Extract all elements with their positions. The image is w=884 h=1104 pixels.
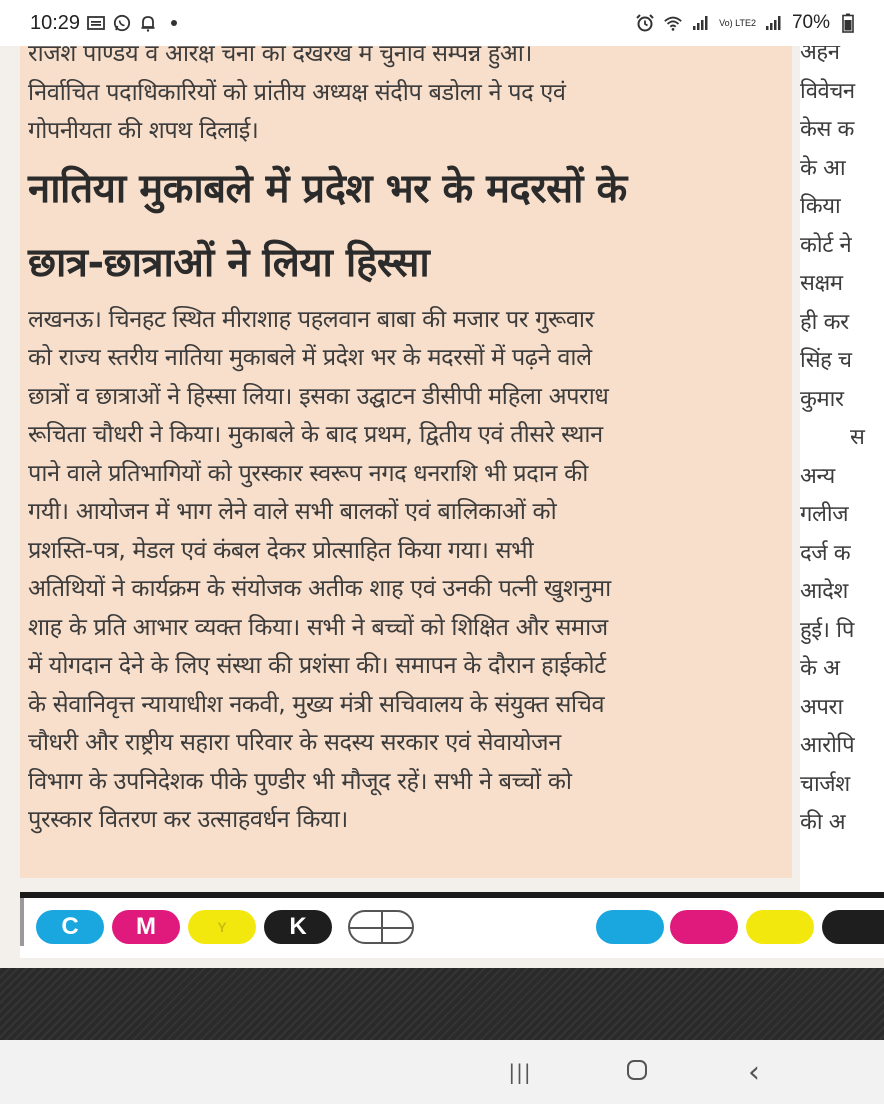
margin-mark [20,898,24,946]
body-line: छात्रों व छात्राओं ने हिस्सा लिया। इसका उद्घाटन डीसीपी महिला अपराध [28,381,609,410]
body-line: विभाग के उपनिदेशक पीके पुण्डीर भी मौजूद रहें। सभी ने बच्चों को [28,766,572,795]
adjacent-column-line: कोर्ट ने [800,232,852,258]
status-bar [0,0,884,46]
home-icon [626,1059,648,1085]
previous-article-line: निर्वाचित पदाधिकारियों को प्रांतीय अध्यक्ष संदीप बडोला ने पद एवं [28,77,566,106]
adjacent-column-line: गलीज [800,502,849,527]
body-line: पाने वाले प्रतिभागियों को पुरस्कार स्वरूप नगद धनराशि भी प्रदान की [28,458,588,487]
body-line: गयी। आयोजन में भाग लेने वाले सभी बालकों एवं बालिकाओं को [28,497,557,525]
adjacent-column-line: विवेचन [800,78,855,104]
adjacent-column-line: अपरा [800,694,843,720]
navigation-bar [0,1040,884,1104]
adjacent-column-line: आरोपि [800,733,855,758]
battery-percent: 70% [791,12,830,33]
registration-crosshair-icon [348,910,414,944]
headline-line: छात्र-छात्राओं ने लिया हिस्सा [28,239,430,286]
clock: 10:29 [30,12,81,34]
adjacent-column-line: के अ [800,656,840,681]
yellow-swatch: Y [188,910,256,944]
adjacent-column-line: चार्जश [800,771,850,797]
adjacent-column-line: आदेश [800,579,848,604]
news-article [20,46,792,878]
body-line: को राज्य स्तरीय नातिया मुकाबले में प्रदेश भर के मदरसों में पढ़ने वाले [28,343,592,371]
adjacent-column-line: किया [800,194,841,219]
wifi-icon [663,13,683,33]
system-indicators [635,12,858,34]
magenta-swatch-2 [670,910,738,944]
magenta-swatch: M [112,910,180,944]
adjacent-column-line: सक्षम [800,271,843,296]
cyan-swatch-2 [596,910,664,944]
notification-icons [86,13,184,33]
previous-article-line: गोपनीयता की शपथ दिलाई। [28,116,259,144]
back-button[interactable]: ‹ [748,1054,760,1090]
volte-indicator: Vo) LTE2 [719,17,756,28]
previous-article-line: राजश पाण्डय व आरक्ष चना का दखरख म चुनाव सम्पन्न हुआ। [28,46,532,67]
adjacent-column-line: हुई। पि [800,617,855,643]
adjacent-column-line: के आ [800,155,846,181]
home-button[interactable] [617,1058,657,1086]
body-line: रूचिता चौधरी ने किया। मुकाबले के बाद प्रथम, द्वितीय एवं तीसरे स्थान [28,420,603,448]
body-line: लखनऊ। चिनहट स्थित मीराशाह पहलवान बाबा की मजार पर गुरूवार [28,304,594,333]
black-swatch-2 [822,910,884,944]
yellow-swatch-2 [746,910,814,944]
body-line: पुरस्कार वितरण कर उत्साहवर्धन किया। [28,805,348,833]
adjacent-column-line: केस क [800,117,855,142]
black-swatch: K [264,910,332,944]
adjacent-column-line: की अ [800,810,846,835]
adjacent-column-line: दर्ज क [800,540,851,566]
notification-bell-icon [138,13,158,33]
adjacent-column-line: अन्य [800,463,835,489]
signal-icon [691,13,711,33]
body-line: के सेवानिवृत्त न्यायाधीश नकवी, मुख्य मंत्री सचिवालय के संयुक्त सचिव [28,689,605,718]
adjacent-column [800,46,884,894]
adjacent-column-line: अहन [800,46,840,65]
adjacent-column-line: ही कर [800,309,849,335]
dot-icon [164,13,184,33]
gallery-icon [86,13,106,33]
battery-icon [838,13,858,33]
headline-line: नातिया मुकाबले में प्रदेश भर के मदरसों के [28,165,627,212]
body-line: में योगदान देने के लिए संस्था की प्रशंसा की। समापन के दौरान हाईकोर्ट [28,651,606,679]
body-line: चौधरी और राष्ट्रीय सहारा परिवार के सदस्य सरकार एवं सेवायोजन [28,728,561,756]
signal-icon-2 [764,13,784,33]
alarm-icon [635,13,655,33]
adjacent-column-line: सिंह च [800,348,852,373]
recent-apps-button[interactable]: ||| [508,1060,532,1084]
adjacent-column-line: स [850,425,865,450]
body-line: शाह के प्रति आभार व्यक्त किया। सभी ने बच्चों को शिक्षित और समाज [28,612,608,641]
body-line: अतिथियों ने कार्यक्रम के संयोजक अतीक शाह एवं उनकी पत्नी खुशनुमा [28,574,611,602]
cyan-swatch: C [36,910,104,944]
dark-background-area [0,968,884,1040]
body-line: प्रशस्ति-पत्र, मेडल एवं कंबल देकर प्रोत्साहित किया गया। सभी [28,535,534,564]
adjacent-column-line: कुमार [800,386,844,412]
whatsapp-icon [112,13,132,33]
newspaper-page[interactable] [0,46,884,968]
